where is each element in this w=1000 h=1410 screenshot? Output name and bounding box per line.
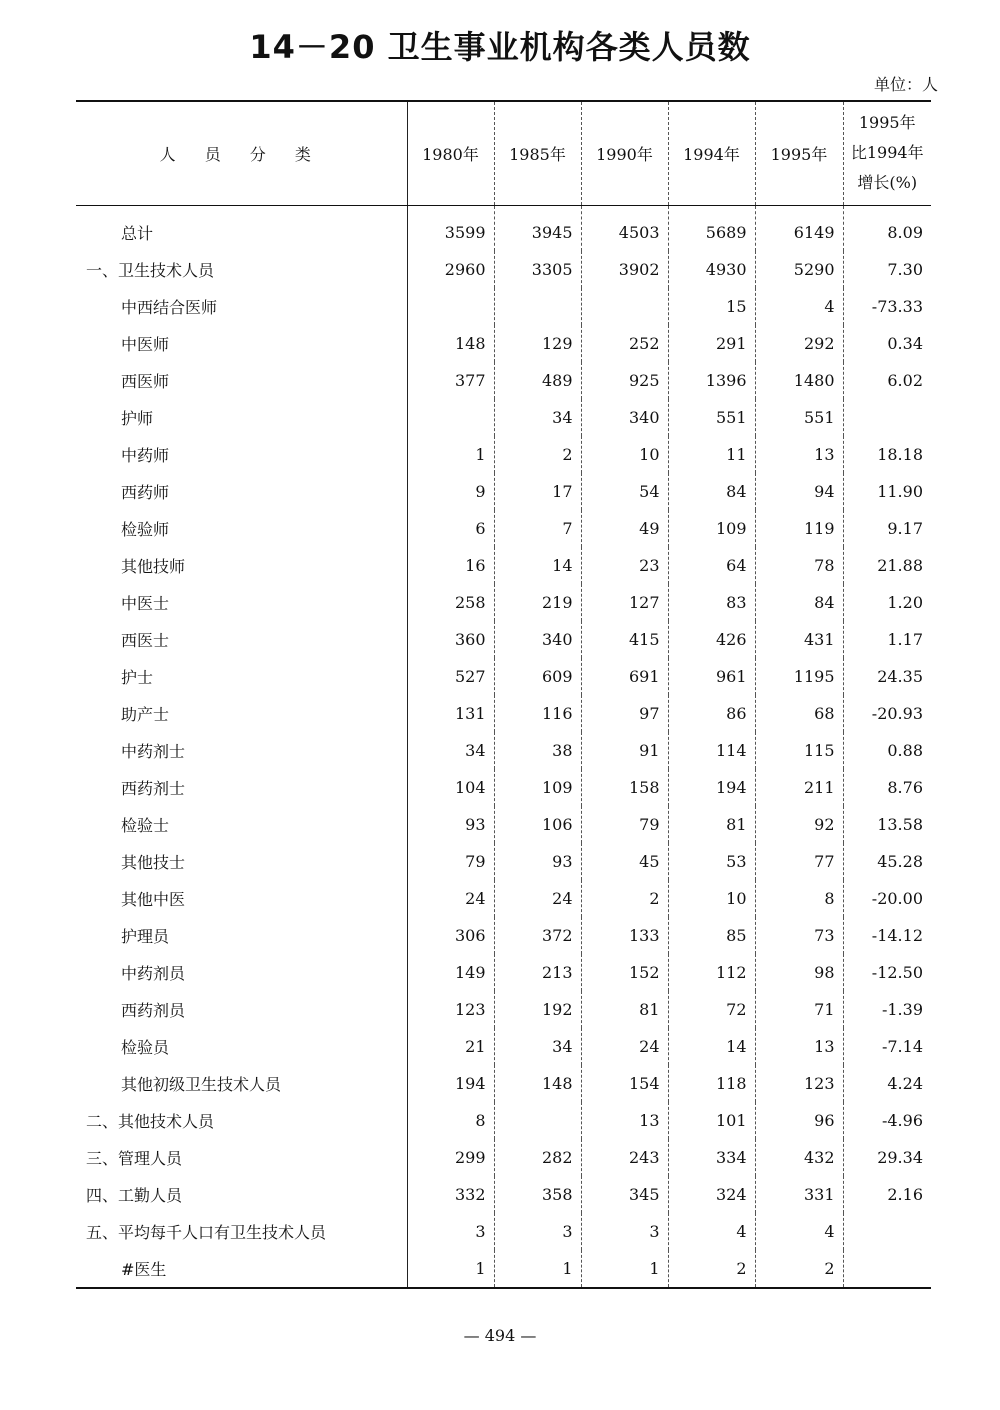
cell-1995: 292 <box>755 325 843 362</box>
cell-growth: -12.50 <box>843 954 931 991</box>
cell-1990: 158 <box>581 769 668 806</box>
cell-1990: 24 <box>581 1028 668 1065</box>
cell-1994: 10 <box>668 880 755 917</box>
cell-1990: 97 <box>581 695 668 732</box>
cell-1994: 334 <box>668 1139 755 1176</box>
header-1980: 1980年 <box>407 101 494 205</box>
table-row <box>76 954 931 991</box>
cell-1990: 54 <box>581 473 668 510</box>
cell-1985: 219 <box>494 584 581 621</box>
row-category: 中医士 <box>121 593 170 613</box>
table-row <box>76 205 931 251</box>
header-growth-line2: 比1994年 <box>850 143 924 163</box>
cell-1995: 71 <box>755 991 843 1028</box>
cell-growth: 11.90 <box>843 473 931 510</box>
cell-1994: 86 <box>668 695 755 732</box>
cell-1980: 148 <box>407 325 494 362</box>
table-row <box>76 621 931 658</box>
cell-1985 <box>494 1102 581 1139</box>
cell-growth <box>843 399 931 436</box>
table-row <box>76 991 931 1028</box>
cell-growth: 29.34 <box>843 1139 931 1176</box>
table-row <box>76 325 931 362</box>
cell-1980: 527 <box>407 658 494 695</box>
cell-1985: 192 <box>494 991 581 1028</box>
cell-1994: 72 <box>668 991 755 1028</box>
cell-1990: 415 <box>581 621 668 658</box>
cell-1985: 609 <box>494 658 581 695</box>
cell-1995: 92 <box>755 806 843 843</box>
cell-1990: 2 <box>581 880 668 917</box>
header-growth <box>843 101 931 205</box>
cell-1994: 85 <box>668 917 755 954</box>
cell-growth: -20.93 <box>843 695 931 732</box>
table-row <box>76 1176 931 1213</box>
cell-1985: 358 <box>494 1176 581 1213</box>
row-category: 西药剂员 <box>121 1000 186 1020</box>
cell-1980: 149 <box>407 954 494 991</box>
cell-growth: -7.14 <box>843 1028 931 1065</box>
cell-1995: 123 <box>755 1065 843 1102</box>
table-row <box>76 1139 931 1176</box>
cell-1994: 14 <box>668 1028 755 1065</box>
cell-1995: 115 <box>755 732 843 769</box>
header-1990: 1990年 <box>581 101 668 205</box>
cell-1995: 4 <box>755 1213 843 1250</box>
cell-growth: 4.24 <box>843 1065 931 1102</box>
cell-1995: 331 <box>755 1176 843 1213</box>
cell-1980: 3599 <box>407 205 494 251</box>
row-category: 护师 <box>121 408 154 428</box>
table-row <box>76 288 931 325</box>
cell-1994: 64 <box>668 547 755 584</box>
cell-growth: 1.20 <box>843 584 931 621</box>
cell-1994: 426 <box>668 621 755 658</box>
cell-1980: 123 <box>407 991 494 1028</box>
cell-1995: 94 <box>755 473 843 510</box>
cell-1990: 23 <box>581 547 668 584</box>
cell-1990: 49 <box>581 510 668 547</box>
table-row <box>76 436 931 473</box>
cell-growth: 45.28 <box>843 843 931 880</box>
cell-growth: 1.17 <box>843 621 931 658</box>
cell-1980: 332 <box>407 1176 494 1213</box>
cell-1995: 1195 <box>755 658 843 695</box>
cell-growth: 13.58 <box>843 806 931 843</box>
cell-1980: 194 <box>407 1065 494 1102</box>
cell-1990: 127 <box>581 584 668 621</box>
cell-1995: 68 <box>755 695 843 732</box>
cell-1994: 2 <box>668 1250 755 1288</box>
table-row <box>76 880 931 917</box>
cell-1980: 3 <box>407 1213 494 1250</box>
cell-growth: 0.34 <box>843 325 931 362</box>
cell-1994: 5689 <box>668 205 755 251</box>
cell-1990: 691 <box>581 658 668 695</box>
cell-1990 <box>581 288 668 325</box>
cell-growth: -1.39 <box>843 991 931 1028</box>
table-row <box>76 917 931 954</box>
cell-growth: 24.35 <box>843 658 931 695</box>
cell-1995: 84 <box>755 584 843 621</box>
table-row <box>76 769 931 806</box>
cell-1990: 1 <box>581 1250 668 1288</box>
row-category: 总计 <box>121 223 154 243</box>
cell-1990: 10 <box>581 436 668 473</box>
table-row <box>76 806 931 843</box>
cell-1995: 73 <box>755 917 843 954</box>
cell-1990: 154 <box>581 1065 668 1102</box>
cell-1985: 109 <box>494 769 581 806</box>
cell-growth <box>843 1250 931 1288</box>
table-row <box>76 510 931 547</box>
cell-1994: 15 <box>668 288 755 325</box>
cell-growth: 6.02 <box>843 362 931 399</box>
row-category: 中药剂员 <box>121 963 186 983</box>
cell-1980 <box>407 288 494 325</box>
cell-1994: 84 <box>668 473 755 510</box>
cell-1980 <box>407 399 494 436</box>
cell-growth: 21.88 <box>843 547 931 584</box>
header-growth-line1: 1995年 <box>858 113 916 133</box>
cell-1980: 131 <box>407 695 494 732</box>
cell-1994: 1396 <box>668 362 755 399</box>
cell-1990: 925 <box>581 362 668 399</box>
table-row <box>76 473 931 510</box>
cell-1995: 4 <box>755 288 843 325</box>
table-row <box>76 1102 931 1139</box>
header-growth-line3: 增长(%) <box>857 173 918 193</box>
cell-1980: 360 <box>407 621 494 658</box>
row-category: 四、工勤人员 <box>86 1185 183 1205</box>
cell-1980: 21 <box>407 1028 494 1065</box>
cell-1994: 101 <box>668 1102 755 1139</box>
cell-1995: 1480 <box>755 362 843 399</box>
cell-1990: 252 <box>581 325 668 362</box>
cell-1980: 34 <box>407 732 494 769</box>
cell-1994: 11 <box>668 436 755 473</box>
cell-1980: 24 <box>407 880 494 917</box>
row-category: 检验师 <box>121 519 170 539</box>
cell-1994: 53 <box>668 843 755 880</box>
table-row <box>76 695 931 732</box>
row-category: 中药师 <box>121 445 170 465</box>
table-row <box>76 584 931 621</box>
page-title: 14－20 卫生事业机构各类人员数 <box>249 28 751 66</box>
cell-1994: 194 <box>668 769 755 806</box>
row-category: 检验员 <box>121 1037 170 1057</box>
table-row <box>76 658 931 695</box>
cell-1980: 258 <box>407 584 494 621</box>
cell-1985: 93 <box>494 843 581 880</box>
table-body <box>76 205 931 1288</box>
cell-1985: 489 <box>494 362 581 399</box>
cell-1990: 4503 <box>581 205 668 251</box>
cell-1985: 213 <box>494 954 581 991</box>
cell-growth: 9.17 <box>843 510 931 547</box>
cell-1994: 961 <box>668 658 755 695</box>
cell-1995: 98 <box>755 954 843 991</box>
cell-1985: 1 <box>494 1250 581 1288</box>
cell-1980: 79 <box>407 843 494 880</box>
cell-growth: -73.33 <box>843 288 931 325</box>
cell-1995: 96 <box>755 1102 843 1139</box>
cell-1994: 109 <box>668 510 755 547</box>
table-row <box>76 732 931 769</box>
header-1995: 1995年 <box>755 101 843 205</box>
table-row <box>76 362 931 399</box>
cell-1985: 34 <box>494 1028 581 1065</box>
cell-1990: 13 <box>581 1102 668 1139</box>
cell-1995: 211 <box>755 769 843 806</box>
cell-growth: 2.16 <box>843 1176 931 1213</box>
table-row <box>76 1065 931 1102</box>
cell-1990: 3 <box>581 1213 668 1250</box>
row-category: 西药师 <box>121 482 170 502</box>
cell-1985: 34 <box>494 399 581 436</box>
cell-1985: 3305 <box>494 251 581 288</box>
cell-1990: 45 <box>581 843 668 880</box>
cell-1994: 114 <box>668 732 755 769</box>
page-number: — 494 — <box>463 1326 537 1345</box>
cell-1994: 83 <box>668 584 755 621</box>
table-row <box>76 1213 931 1250</box>
cell-1990: 133 <box>581 917 668 954</box>
table-row <box>76 843 931 880</box>
unit-label: 单位：人 <box>873 75 938 94</box>
row-category: 五、平均每千人口有卫生技术人员 <box>86 1222 327 1242</box>
header-row <box>76 101 931 205</box>
cell-1985: 2 <box>494 436 581 473</box>
cell-1985: 106 <box>494 806 581 843</box>
cell-growth: 7.30 <box>843 251 931 288</box>
row-category: 三、管理人员 <box>86 1148 183 1168</box>
personnel-table <box>76 100 931 1289</box>
row-category: 护理员 <box>121 926 170 946</box>
cell-1995: 6149 <box>755 205 843 251</box>
cell-growth: 18.18 <box>843 436 931 473</box>
cell-growth: -20.00 <box>843 880 931 917</box>
cell-1980: 306 <box>407 917 494 954</box>
cell-1994: 81 <box>668 806 755 843</box>
cell-1994: 112 <box>668 954 755 991</box>
cell-1990: 152 <box>581 954 668 991</box>
cell-1985: 340 <box>494 621 581 658</box>
row-category: 助产士 <box>121 704 170 724</box>
cell-1980: 104 <box>407 769 494 806</box>
cell-1990: 345 <box>581 1176 668 1213</box>
table-row <box>76 251 931 288</box>
row-category: 其他中医 <box>121 889 186 909</box>
row-category: 检验士 <box>121 815 170 835</box>
cell-growth: -14.12 <box>843 917 931 954</box>
cell-1995: 431 <box>755 621 843 658</box>
cell-1980: 6 <box>407 510 494 547</box>
cell-growth: 8.09 <box>843 205 931 251</box>
table-row <box>76 399 931 436</box>
row-category: #医生 <box>76 1250 407 1288</box>
table-row <box>76 1250 931 1288</box>
cell-1995: 551 <box>755 399 843 436</box>
cell-1985: 14 <box>494 547 581 584</box>
cell-1990: 91 <box>581 732 668 769</box>
cell-1995: 2 <box>755 1250 843 1288</box>
cell-1990: 3902 <box>581 251 668 288</box>
cell-1985: 17 <box>494 473 581 510</box>
cell-1985 <box>494 288 581 325</box>
cell-1994: 4 <box>668 1213 755 1250</box>
cell-1995: 119 <box>755 510 843 547</box>
cell-1980: 9 <box>407 473 494 510</box>
header-1985: 1985年 <box>494 101 581 205</box>
cell-1995: 78 <box>755 547 843 584</box>
cell-1995: 432 <box>755 1139 843 1176</box>
cell-1980: 16 <box>407 547 494 584</box>
cell-1994: 291 <box>668 325 755 362</box>
row-category: 其他技士 <box>121 852 186 872</box>
row-category: 护士 <box>121 667 154 687</box>
cell-growth <box>843 1213 931 1250</box>
cell-1985: 7 <box>494 510 581 547</box>
cell-1980: 299 <box>407 1139 494 1176</box>
cell-1985: 372 <box>494 917 581 954</box>
cell-1990: 243 <box>581 1139 668 1176</box>
cell-1995: 13 <box>755 1028 843 1065</box>
header-category: 人 员 分 类 <box>76 101 407 205</box>
cell-1985: 148 <box>494 1065 581 1102</box>
cell-1994: 118 <box>668 1065 755 1102</box>
row-category: 二、其他技术人员 <box>86 1111 215 1131</box>
cell-1985: 116 <box>494 695 581 732</box>
cell-1985: 38 <box>494 732 581 769</box>
row-category: 中医师 <box>121 334 170 354</box>
cell-1985: 282 <box>494 1139 581 1176</box>
cell-1985: 3 <box>494 1213 581 1250</box>
table-row <box>76 547 931 584</box>
cell-1980: 8 <box>407 1102 494 1139</box>
cell-1990: 81 <box>581 991 668 1028</box>
cell-1994: 324 <box>668 1176 755 1213</box>
cell-1980: 93 <box>407 806 494 843</box>
header-1994: 1994年 <box>668 101 755 205</box>
cell-1985: 129 <box>494 325 581 362</box>
cell-1994: 4930 <box>668 251 755 288</box>
row-category: 其他初级卫生技术人员 <box>121 1074 282 1094</box>
cell-1980: 2960 <box>407 251 494 288</box>
cell-1990: 340 <box>581 399 668 436</box>
cell-growth: 8.76 <box>843 769 931 806</box>
row-category: 西药剂士 <box>121 778 186 798</box>
row-category: 西医士 <box>121 630 170 650</box>
cell-1995: 13 <box>755 436 843 473</box>
cell-1995: 8 <box>755 880 843 917</box>
cell-1994: 551 <box>668 399 755 436</box>
cell-1985: 3945 <box>494 205 581 251</box>
cell-growth: 0.88 <box>843 732 931 769</box>
row-category: 一、卫生技术人员 <box>86 260 215 280</box>
cell-1980: 1 <box>407 436 494 473</box>
table-row <box>76 1028 931 1065</box>
cell-1980: 377 <box>407 362 494 399</box>
row-category: 中药剂士 <box>121 741 186 761</box>
cell-growth: -4.96 <box>843 1102 931 1139</box>
cell-1980: 1 <box>407 1250 494 1288</box>
row-category: 西医师 <box>121 371 170 391</box>
cell-1995: 77 <box>755 843 843 880</box>
cell-1985: 24 <box>494 880 581 917</box>
row-category: 中西结合医师 <box>121 297 218 317</box>
row-category: 其他技师 <box>121 556 186 576</box>
cell-1990: 79 <box>581 806 668 843</box>
cell-1995: 5290 <box>755 251 843 288</box>
